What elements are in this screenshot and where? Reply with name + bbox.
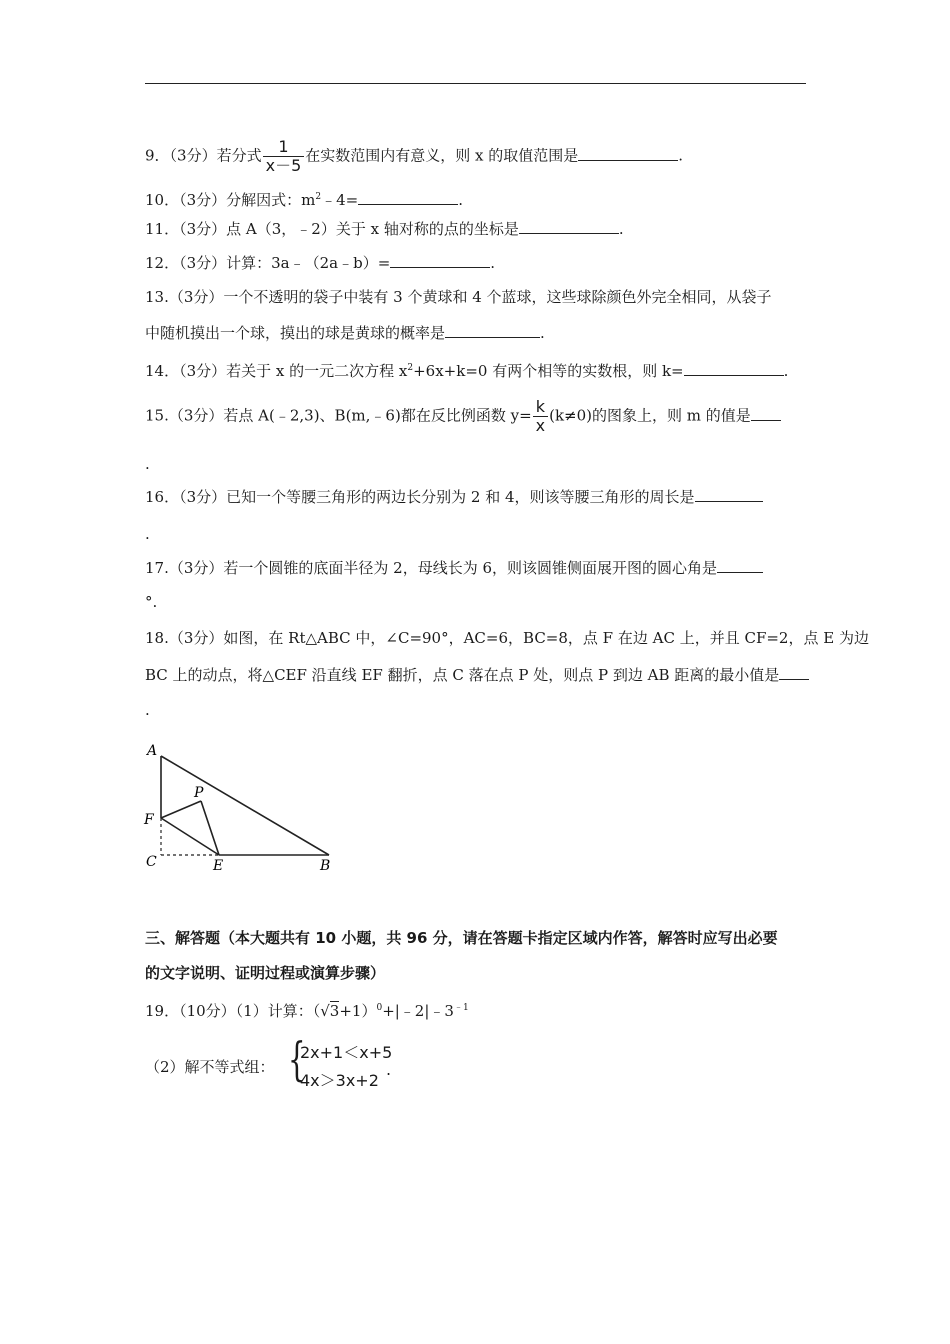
question-14	[145, 358, 788, 381]
q15-denominator: x	[533, 416, 548, 435]
question-19	[145, 998, 469, 1021]
inequality-1: 2x+1＜x+5	[300, 1043, 393, 1062]
label-B: B	[320, 858, 331, 874]
label-C: C	[146, 854, 157, 870]
q14-end: .	[783, 362, 789, 380]
question-19-part-2	[145, 1057, 275, 1077]
answer-blank[interactable]	[519, 219, 619, 234]
segment-FP	[161, 801, 201, 818]
q10-text-2: ﹣4=	[321, 191, 359, 209]
q10-text: 10．（3分）分解因式：m	[145, 191, 316, 209]
q17-end: °.	[145, 593, 158, 611]
answer-blank[interactable]	[779, 665, 809, 680]
answer-blank[interactable]	[445, 323, 540, 338]
segment-FE	[161, 818, 219, 855]
question-12	[145, 253, 495, 273]
left-brace-icon: {	[288, 1032, 306, 1086]
q15-text: 15.（3分）若点 A(﹣2,3)、B(m,﹣6)都在反比例函数 y=	[145, 406, 532, 425]
answer-blank[interactable]	[695, 487, 763, 502]
q14-text-2: +6x+k=0 有两个相等的实数根，则 k=	[413, 362, 684, 380]
question-18-line-1	[145, 628, 869, 648]
q15-end: .	[145, 455, 150, 473]
answer-blank[interactable]	[390, 253, 490, 268]
q9-text: 9．（3分）若分式	[145, 146, 262, 165]
sqrt-symbol: √	[320, 1002, 330, 1020]
inequality-2: 4x＞3x+2	[300, 1071, 379, 1090]
answer-blank[interactable]	[358, 190, 458, 205]
q16-end: .	[145, 525, 150, 543]
q19-text-2: +1）	[339, 1002, 377, 1020]
q18-text: 18.（3分）如图，在 Rt△ABC 中，∠C=90°，AC=6，BC=8，点 F 在边 AC 上，并且 CF=2，点 E 为边	[145, 629, 869, 647]
q14-text: 14．（3分）若关于 x 的一元二次方程 x	[145, 362, 408, 380]
question-16-end	[145, 524, 150, 544]
header-rule	[145, 83, 806, 84]
q9-denominator: x－5	[263, 156, 305, 175]
q19b-text: （2）解不等式组：	[145, 1058, 275, 1076]
q9-end: .	[678, 146, 684, 165]
q19-text-3: +|﹣2|﹣3	[382, 1002, 454, 1020]
q10-exponent: 2	[315, 192, 322, 202]
q9-text-2: 在实数范围内有意义，则 x 的取值范围是	[305, 146, 579, 165]
question-15	[145, 398, 781, 435]
q15-numerator: k	[535, 397, 545, 416]
question-13-line-1	[145, 287, 772, 307]
question-17-end	[145, 592, 157, 612]
q11-text: 11．（3分）点 A（3，﹣2）关于 x 轴对称的点的坐标是	[145, 220, 519, 238]
section-3-text-2: 的文字说明、证明过程或演算步骤）	[145, 964, 386, 982]
q18-end: .	[145, 701, 150, 719]
q9-fraction	[263, 138, 305, 175]
q14-exponent: 2	[407, 363, 414, 373]
q13-text: 13.（3分）一个不透明的袋子中装有 3 个黄球和 4 个蓝球，这些球除颜色外完全相同，从袋子	[145, 288, 772, 306]
question-10	[145, 187, 463, 210]
question-17	[145, 558, 763, 578]
question-18-end	[145, 700, 150, 720]
section-3-heading-line-2	[145, 963, 385, 983]
answer-blank[interactable]	[717, 558, 763, 573]
q19-exponent-0: 0	[376, 1003, 383, 1013]
answer-blank[interactable]	[578, 146, 678, 161]
q13-end: .	[540, 324, 545, 342]
label-E: E	[213, 858, 224, 874]
q12-end: .	[490, 254, 496, 272]
label-A: A	[147, 743, 158, 759]
q13-text-2: 中随机摸出一个球，摸出的球是黄球的概率是	[145, 324, 446, 342]
q17-text: 17.（3分）若一个圆锥的底面半径为 2，母线长为 6，则该圆锥侧面展开图的圆心角是	[145, 559, 718, 577]
q15-fraction	[533, 398, 548, 435]
label-F: F	[144, 812, 154, 828]
question-11	[145, 219, 624, 239]
section-3-heading	[145, 928, 778, 948]
q11-end: .	[618, 220, 624, 238]
label-P: P	[194, 785, 204, 801]
question-13-line-2	[145, 323, 545, 343]
q9-numerator: 1	[278, 137, 289, 156]
question-18-line-2	[145, 665, 809, 685]
q19-exponent-neg1: ﹣1	[453, 1003, 469, 1013]
segment-AB	[161, 756, 329, 855]
q16-text: 16．（3分）已知一个等腰三角形的两边长分别为 2 和 4，则该等腰三角形的周长是	[145, 488, 695, 506]
q19-text: 19．（10分）（1）计算：（	[145, 1002, 321, 1020]
answer-blank[interactable]	[751, 406, 781, 421]
q18-text-2: BC 上的动点，将△CEF 沿直线 EF 翻折，点 C 落在点 P 处，则点 P 到边 AB 距离的最小值是	[145, 666, 780, 684]
question-9	[145, 138, 683, 175]
segment-PE	[201, 801, 219, 855]
question-15-end	[145, 454, 150, 474]
question-16	[145, 487, 763, 507]
section-3-text: 三、解答题（本大题共有 10 小题，共 96 分，请在答题卡指定区域内作答，解答时应写出必要	[145, 929, 778, 947]
answer-blank[interactable]	[684, 361, 784, 376]
triangle-figure	[140, 738, 340, 878]
q15-text-2: (k≠0)的图象上，则 m 的值是	[549, 406, 751, 425]
q19-radicand: 3	[329, 1002, 340, 1020]
q10-end: .	[458, 191, 463, 209]
q12-text: 12．（3分）计算：3a﹣（2a﹣b）=	[145, 254, 391, 272]
q19b-end: .	[386, 1060, 392, 1079]
